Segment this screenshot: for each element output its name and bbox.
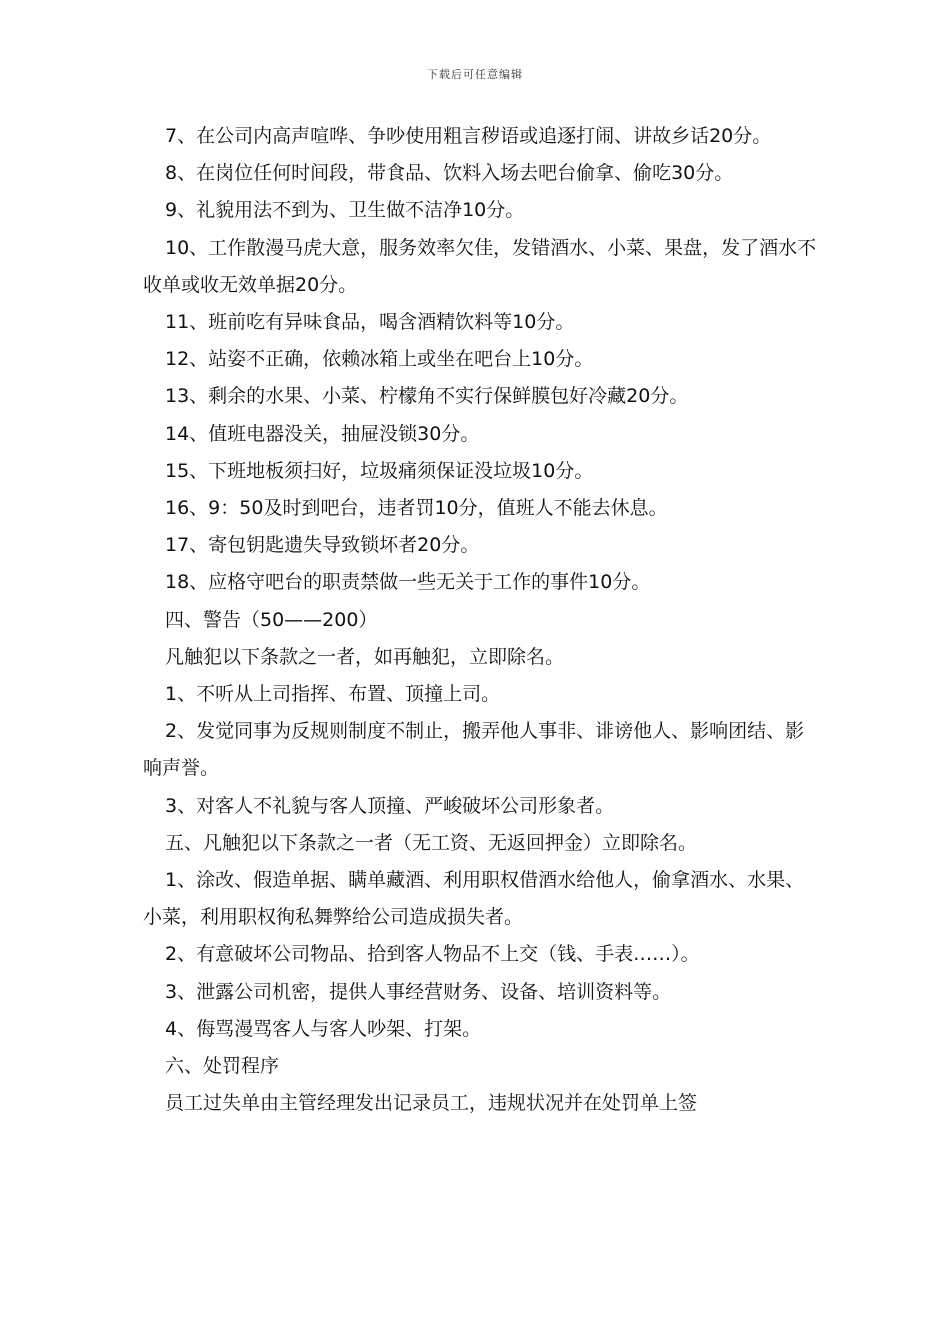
paragraph: 10、工作散漫马虎大意，服务效率欠佳，发错酒水、小菜、果盘，发了酒水不收单或收无效单据20分。 [143, 236, 817, 296]
paragraph: 9、礼貌用法不到为、卫生做不洁净10分。 [165, 199, 525, 222]
paragraph: 7、在公司内高声喧哗、争吵使用粗言秽语或追逐打闹、讲故乡话20分。 [165, 125, 772, 147]
paragraph: 12、站姿不正确，依赖冰箱上或坐在吧台上10分。 [165, 348, 594, 371]
paragraph: 11、班前吃有异味食品，喝含酒精饮料等10分。 [165, 311, 575, 334]
paragraph: 16、9：50及时到吧台，违者罚10分，值班人不能去休息。 [165, 497, 668, 520]
document-body [143, 118, 823, 1122]
paragraph: 2、有意破坏公司物品、拾到客人物品不上交（钱、手表……）。 [165, 943, 700, 966]
section-heading: 四、警告（50——200） [165, 608, 378, 631]
paragraph: 凡触犯以下条款之一者，如再触犯，立即除名。 [165, 645, 565, 668]
paragraph: 员工过失单由主管经理发出记录员工，违规状况并在处罚单上签 [165, 1092, 698, 1115]
paragraph: 17、寄包钥匙遗失导致锁坏者20分。 [165, 534, 480, 557]
paragraph: 3、泄露公司机密，提供人事经营财务、设备、培训资料等。 [165, 980, 672, 1003]
paragraph: 13、剩余的水果、小菜、柠檬角不实行保鲜膜包好冷藏20分。 [165, 385, 689, 408]
paragraph: 14、值班电器没关，抽屉没锁30分。 [165, 422, 480, 445]
paragraph: 1、不听从上司指挥、布置、顶撞上司。 [165, 683, 501, 706]
paragraph: 15、下班地板须扫好，垃圾痛须保证没垃圾10分。 [165, 459, 594, 482]
paragraph: 3、对客人不礼貌与客人顶撞、严峻破坏公司形象者。 [165, 794, 615, 817]
paragraph: 2、发觉同事为反规则制度不制止，搬弄他人事非、诽谤他人、影响团结、影响声誉。 [143, 720, 805, 780]
paragraph: 1、涂改、假造单据、瞒单藏酒、利用职权借酒水给他人，偷拿酒水、水果、小菜，利用职权徇私舞弊给公司造成损失者。 [143, 869, 805, 929]
paragraph: 4、侮骂漫骂客人与客人吵架、打架。 [165, 1017, 482, 1040]
paragraph: 8、在岗位任何时间段，带食品、饮料入场去吧台偷拿、偷吃30分。 [165, 162, 734, 185]
paragraph: 18、应格守吧台的职责禁做一些无关于工作的事件10分。 [165, 571, 651, 594]
page-header-note: 下载后可任意编辑 [427, 68, 523, 81]
section-heading: 五、凡触犯以下条款之一者（无工资、无返回押金）立即除名。 [165, 831, 698, 854]
section-heading: 六、处罚程序 [165, 1055, 280, 1078]
